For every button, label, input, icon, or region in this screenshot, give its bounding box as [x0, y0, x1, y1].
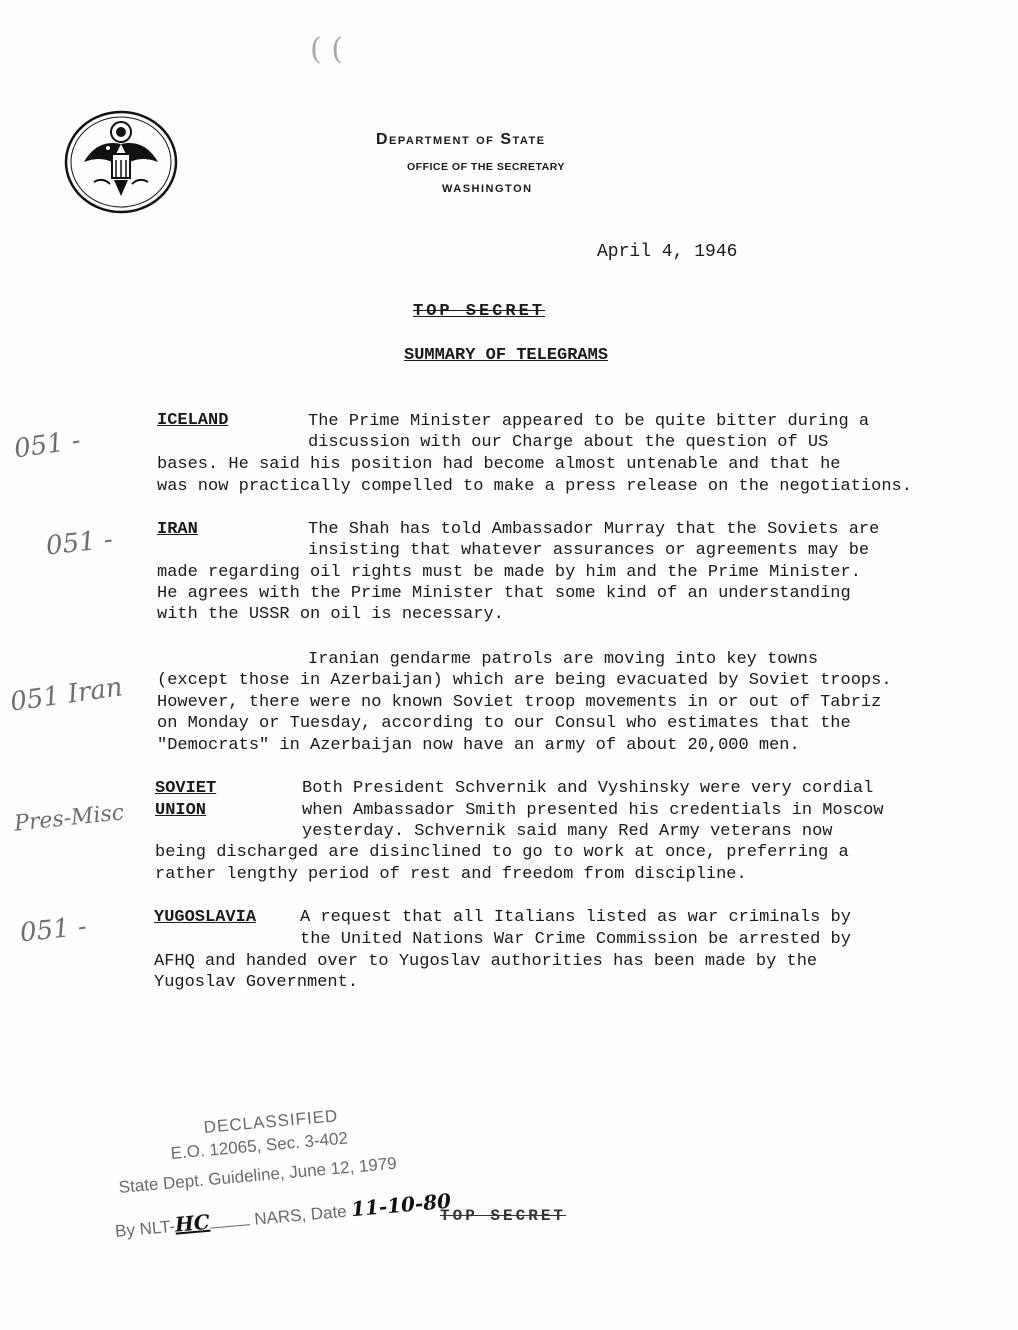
classification-bottom: TOP SECRET — [440, 1207, 567, 1225]
yugoslavia-line-1: A request that all Italians listed as war criminals by — [300, 908, 851, 927]
stamp-nars-date-label: NARS, Date — [253, 1201, 348, 1229]
iceland-line-3: bases. He said his position had become almost untenable and that he — [157, 455, 841, 474]
margin-note-iran: 051 - — [44, 524, 115, 562]
margin-note-yugoslavia: 051 - — [18, 911, 89, 949]
stamp-declassified: DECLASSIFIED — [203, 1106, 339, 1137]
iran2-line-5: "Democrats" in Azerbaijan now have an army of about 20,000 men. — [157, 736, 800, 755]
iceland-line-2: discussion with our Charge about the question of US — [308, 433, 829, 452]
stamp-date: 11-10-80 — [350, 1188, 452, 1222]
iran-line-4: He agrees with the Prime Minister that some kind of an understanding — [157, 584, 851, 603]
iran2-line-3: However, there were no known Soviet troop movements in or out of Tabriz — [157, 693, 882, 712]
letterhead-department: Department of State — [376, 131, 546, 148]
section-label-iran: IRAN — [157, 520, 198, 539]
stamp-by-label: By NLT- — [114, 1216, 176, 1241]
top-margin-marks: ( ( — [310, 32, 343, 67]
classification-top: TOP SECRET — [413, 302, 546, 321]
yugoslavia-line-2: the United Nations War Crime Commission be arrested by — [300, 930, 851, 949]
iran2-line-4: on Monday or Tuesday, according to our Consul who estimates that the — [157, 714, 851, 733]
soviet-line-3: yesterday. Schvernik said many Red Army veterans now — [302, 822, 833, 841]
iceland-line-4: was now practically compelled to make a press release on the negotiations. — [157, 477, 912, 496]
letterhead-office: OFFICE OF THE SECRETARY — [407, 161, 565, 173]
iran-line-5: with the USSR on oil is necessary. — [157, 605, 504, 624]
section-label-union: UNION — [155, 801, 207, 820]
margin-note-iran-2: 051 Iran — [8, 672, 125, 718]
iran2-line-1: Iranian gendarme patrols are moving into key towns — [308, 650, 819, 669]
stamp-initials: HC — [173, 1209, 211, 1237]
document-date: April 4, 1946 — [597, 242, 738, 262]
soviet-line-4: being discharged are disinclined to go to work at once, preferring a — [155, 843, 849, 862]
margin-note-iceland: 051 - — [12, 425, 83, 465]
iceland-line-1: The Prime Minister appeared to be quite bitter during a — [308, 412, 870, 431]
department-seal-icon — [64, 110, 178, 214]
iran-line-1: The Shah has told Ambassador Murray that the Soviets are — [308, 520, 880, 539]
soviet-line-5: rather lengthy period of rest and freedom from discipline. — [155, 865, 747, 884]
soviet-line-2: when Ambassador Smith presented his credentials in Moscow — [302, 801, 884, 820]
iran-line-3: made regarding oil rights must be made by him and the Prime Minister. — [157, 563, 861, 582]
stamp-eo: E.O. 12065, Sec. 3-402 — [170, 1128, 349, 1163]
margin-note-soviet-union: Pres-Misc — [12, 800, 126, 837]
iran-line-2: insisting that whatever assurances or agreements may be — [308, 541, 870, 560]
stamp-authority — [114, 1189, 452, 1242]
stamp-guideline: State Dept. Guideline, June 12, 1979 — [118, 1153, 398, 1197]
yugoslavia-line-3: AFHQ and handed over to Yugoslav authorities has been made by the — [154, 952, 818, 971]
section-label-soviet: SOVIET — [155, 779, 217, 798]
yugoslavia-line-4: Yugoslav Government. — [154, 973, 359, 992]
section-label-yugoslavia: YUGOSLAVIA — [154, 908, 257, 927]
section-label-iceland: ICELAND — [157, 411, 229, 430]
iran2-line-2: (except those in Azerbaijan) which are being evacuated by Soviet troops. — [157, 671, 892, 690]
soviet-line-1: Both President Schvernik and Vyshinsky were very cordial — [302, 779, 874, 798]
letterhead-city: WASHINGTON — [442, 183, 533, 195]
document-title: SUMMARY OF TELEGRAMS — [404, 346, 609, 365]
